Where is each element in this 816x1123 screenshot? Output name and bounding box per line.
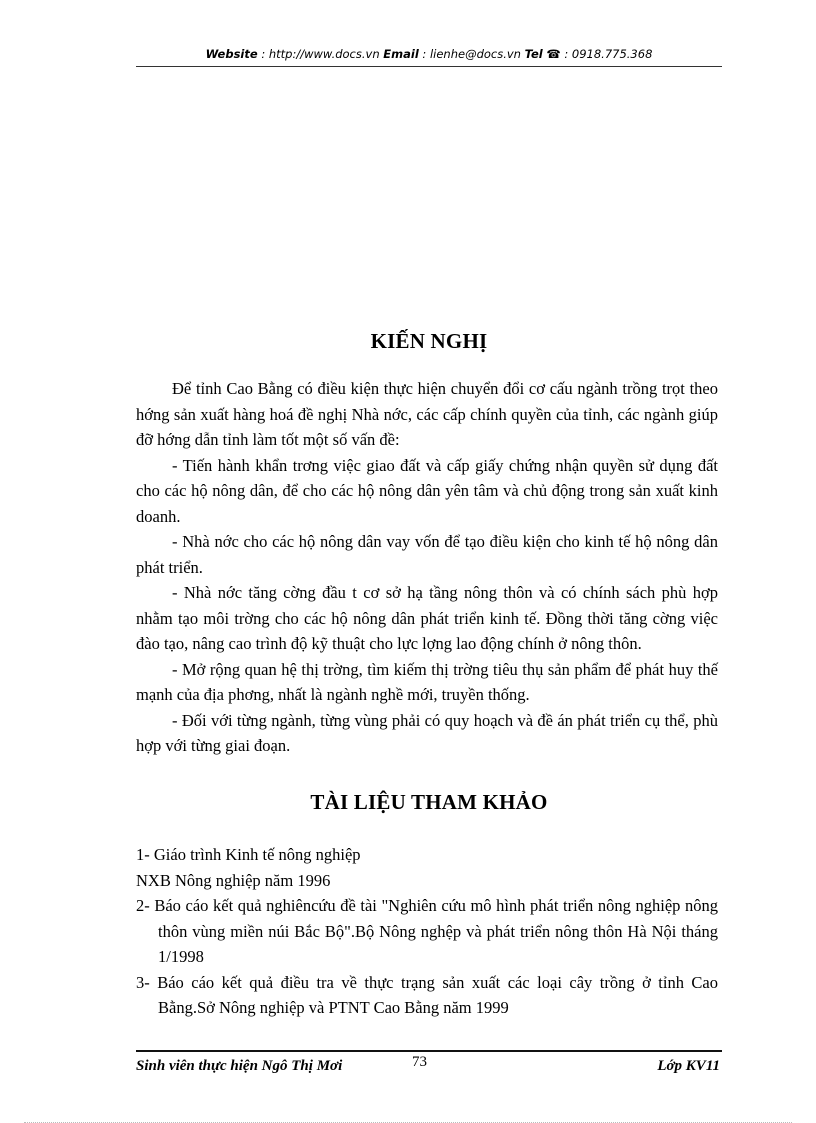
reference-item: 1- Giáo trình Kinh tế nông nghiệp <box>136 845 361 864</box>
paragraph: Để tỉnh Cao Bằng có điều kiện thực hiện chuyển đổi cơ cấu ngành trồng trọt theo hớng sản xuất hàng hoá đề nghị Nhà nớc, các cấp chính quyền của tỉnh, các ngành giúp đỡ hớng dẫn tỉnh làm tốt một số vấn đề: <box>136 379 718 449</box>
page-header <box>136 47 722 61</box>
paragraph: - Tiến hành khẩn trơng việc giao đất và cấp giấy chứng nhận quyền sử dụng đất cho các hộ nông dân, để cho các hộ nông dân yên tâm và chủ động trong sản xuất kinh doanh. <box>136 455 718 526</box>
footer-divider <box>136 1050 722 1052</box>
website-url[interactable]: : http://www.docs.vn <box>257 47 384 61</box>
reference-item: 2- Báo cáo kết quả nghiêncứu đề tài "Nghiên cứu mô hình phát triển nông nghiệp nông thôn vùng miền núi Bắc Bộ".Bộ Nông nghệp và phát triển nông thôn Hà Nội tháng 1/1998 <box>136 896 718 966</box>
student-name: Sinh viên thực hiện Ngô Thị Mơi <box>136 1058 343 1074</box>
paragraph: - Nhà nớc cho các hộ nông dân vay vốn để tạo điều kiện cho kinh tế hộ nông dân phát triển. <box>136 532 718 577</box>
email-address[interactable]: : lienhe@docs.vn <box>418 47 525 61</box>
header-divider <box>136 66 722 67</box>
reference-list <box>136 842 718 1021</box>
page-number: 73 <box>412 1054 427 1070</box>
section-title-references: TÀI LIỆU THAM KHẢO <box>310 790 548 814</box>
paragraph: - Nhà nớc tăng cờng đầu t cơ sở hạ tầng nông thôn và có chính sách phù hợp nhằm tạo môi trờng cho các hộ nông dân phát triển kinh tế. Đồng thời tăng cờng việc đào tạo, nâng cao trình độ kỹ thuật cho lực lợng lao động chính ở nông thôn. <box>136 583 718 653</box>
tel-number: : 0918.775.368 <box>560 47 653 61</box>
website-label: Website <box>205 47 258 61</box>
paragraph: - Mở rộng quan hệ thị trờng, tìm kiếm thị trờng tiêu thụ sản phẩm để phát huy thế mạnh của địa phơng, nhất là ngành nghề mới, truyền thống. <box>136 659 718 704</box>
recommendations-body <box>136 376 718 759</box>
class-label: Lớp KV11 <box>657 1058 720 1074</box>
reference-item: 3- Báo cáo kết quả điều tra về thực trạng sản xuất các loại cây trồng ở tỉnh Cao Bằng.Sở Nông nghiệp và PTNT Cao Bằng năm 1999 <box>136 972 718 1017</box>
paragraph: - Đối với từng ngành, từng vùng phải có quy hoạch và đề án phát triển cụ thể, phù hợp với từng giai đoạn. <box>136 710 718 755</box>
section-title-recommendations: KIẾN NGHỊ <box>370 329 488 353</box>
tel-label: Tel <box>524 47 543 61</box>
reference-item: NXB Nông nghiệp năm 1996 <box>136 870 331 890</box>
phone-icon: ☎ <box>546 47 561 61</box>
email-label: Email <box>383 47 419 61</box>
